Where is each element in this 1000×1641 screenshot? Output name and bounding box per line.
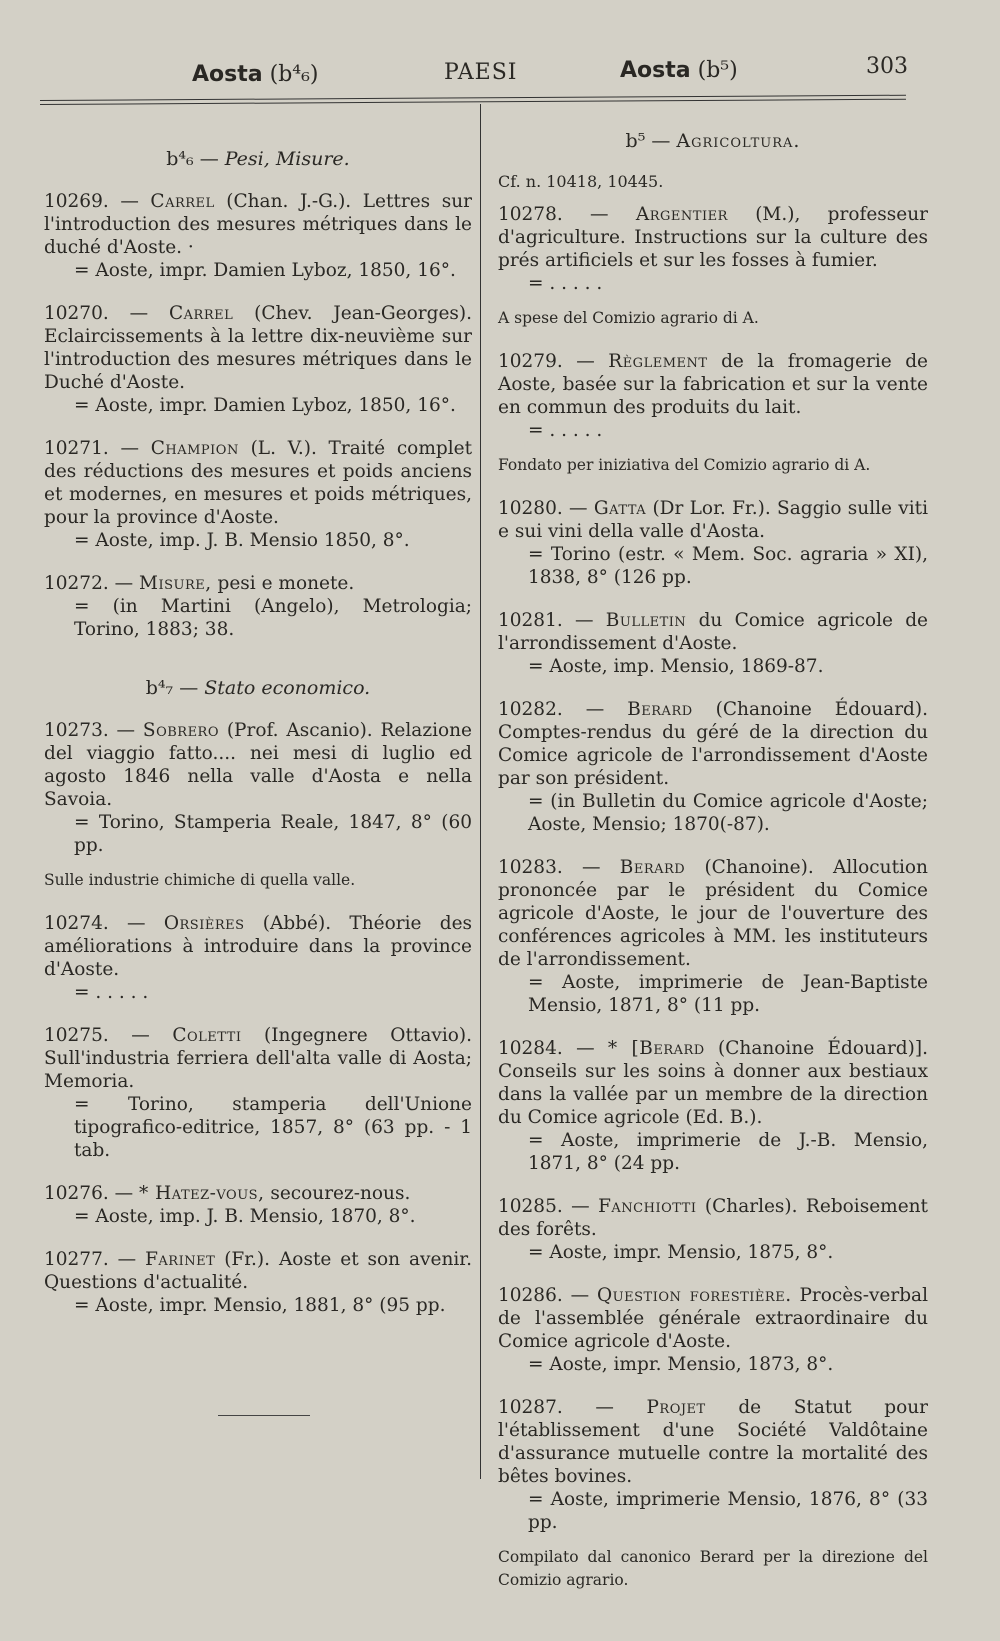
catalog-entry	[498, 1284, 928, 1376]
header-left-label: Aosta	[192, 62, 263, 87]
entry-imprint: = Aoste, imprimerie Mensio, 1876, 8° (33 pp.	[528, 1489, 928, 1533]
entry-author: * Hatez-vous,	[139, 1183, 265, 1204]
entry-number: 10280. —	[498, 498, 588, 519]
entry-author: Sobrero	[142, 720, 219, 741]
entry-imprint: = Aoste, imp. J. B. Mensio 1850, 8°.	[74, 530, 410, 551]
entry-imprint: = Aoste, imprimerie de J.-B. Mensio, 1871, 8° (24 pp.	[528, 1130, 928, 1174]
catalog-entry	[498, 1396, 928, 1592]
entry-note: Sulle industrie chimiche di quella valle.	[44, 871, 356, 889]
entry-author: * [Berard	[607, 1038, 705, 1059]
entry-imprint: = . . . . .	[528, 420, 603, 441]
entry-title: (Dr Lor. Fr.). Saggio sulle viti e sui vini della valle d'Aosta.	[498, 498, 929, 542]
catalog-entry	[44, 912, 472, 1004]
page-number: 303	[866, 54, 908, 79]
entry-author: Règlement	[608, 351, 708, 372]
entry-imprint: = Torino, stamperia dell'Unione tipografico-editrice, 1857, 8° (63 pp. - 1 tab.	[74, 1094, 472, 1161]
entry-author: Projet	[646, 1397, 706, 1418]
entry-author: Carrel	[150, 191, 215, 212]
entry-imprint: = Aoste, impr. Mensio, 1881, 8° (95 pp.	[74, 1295, 446, 1316]
catalog-entry	[44, 572, 472, 641]
entry-imprint: = (in Bulletin du Comice agricole d'Aoste; Aoste, Mensio; 1870(-87).	[528, 791, 928, 835]
header-left-sub: (b⁴₆)	[269, 62, 319, 87]
entry-number: 10284. —	[498, 1038, 595, 1059]
entry-imprint: = Aoste, imp. Mensio, 1869-87.	[528, 656, 824, 677]
entry-author: Berard	[627, 699, 693, 720]
left-column	[44, 148, 472, 1337]
section-title-pesi	[44, 148, 472, 170]
catalog-entry	[498, 609, 928, 678]
entry-number: 10279. —	[498, 351, 595, 372]
entry-author: Misure,	[139, 573, 212, 594]
entry-number: 10275. —	[44, 1025, 150, 1046]
entry-number: 10269. —	[44, 191, 139, 212]
entry-number: 10277. —	[44, 1249, 137, 1270]
catalog-entry	[44, 1248, 472, 1317]
catalog-entry	[44, 190, 472, 282]
catalog-entry	[44, 437, 472, 552]
section-code: b⁴₇ —	[145, 677, 199, 699]
entry-number: 10278. —	[498, 204, 609, 225]
entry-author: Bulletin	[605, 610, 687, 631]
entry-title: (L. V.). Traité complet des réductions des mesures et poids anciens et modernes, en mesures et poids métriques, pour la province d'Aoste.	[44, 438, 472, 528]
entry-imprint: = Aoste, impr. Mensio, 1875, 8°.	[528, 1242, 834, 1263]
catalog-entry	[498, 856, 928, 1017]
catalog-entry	[44, 1182, 472, 1228]
entry-imprint: = Aoste, imp. J. B. Mensio, 1870, 8°.	[74, 1206, 416, 1227]
entry-title: pesi e monete.	[217, 573, 355, 594]
entry-author: Coletti	[172, 1025, 242, 1046]
entry-number: 10274. —	[44, 913, 146, 934]
section-code: b⁵ —	[625, 130, 671, 152]
section-heading: Pesi, Misure.	[224, 148, 350, 170]
column-end-rule	[218, 1415, 310, 1416]
catalog-entry	[498, 698, 928, 836]
entry-title: (Chanoine). Allocution prononcée par le président du Comice agricole d'Aoste, le jour de l'ouverture des conférences agricoles à MM. les instituteurs de l'arrondissement.	[498, 857, 928, 970]
entry-title: de la fromagerie de Aoste, basée sur la fabrication et sur la vente en commun des produits du lait.	[498, 351, 928, 418]
entry-imprint: = Aoste, impr. Damien Lyboz, 1850, 16°.	[74, 395, 456, 416]
cross-reference: Cf. n. 10418, 10445.	[498, 172, 664, 191]
entry-title: du Comice agricole de l'arrondissement d'Aoste.	[498, 610, 928, 654]
section-title-agricoltura	[498, 130, 928, 152]
entry-imprint: = Torino, Stamperia Reale, 1847, 8° (60 pp.	[74, 812, 472, 856]
section-heading: Stato economico.	[204, 677, 371, 699]
entry-title: de Statut pour l'établissement d'une Société Valdôtaine d'assurance mutuelle contre la mortalité des bêtes bovines.	[498, 1397, 928, 1487]
entry-note: Compilato dal canonico Berard per la direzione del Comizio agrario.	[498, 1548, 928, 1589]
entry-title: Procès-verbal de l'assemblée générale extraordinaire du Comice agricole d'Aoste.	[498, 1285, 928, 1352]
right-column	[498, 130, 928, 1612]
catalog-entry	[498, 203, 928, 330]
entry-title: (Ingegnere Ottavio). Sull'industria ferriera dell'alta valle di Aosta; Memoria.	[44, 1025, 472, 1092]
entry-author: Champion	[150, 438, 239, 459]
entry-title: secourez-nous.	[270, 1183, 411, 1204]
entry-imprint: = Aoste, impr. Damien Lyboz, 1850, 16°.	[74, 260, 456, 281]
entry-author: Gatta	[593, 498, 647, 519]
entry-imprint: = . . . . .	[528, 273, 603, 294]
catalog-entry	[498, 350, 928, 477]
entry-title: (Chanoine Édouard)]. Conseils sur les soins à donner aux bestiaux dans la vallée par un membre de la direction du Comice agricole (Ed. B.).	[498, 1038, 928, 1128]
entry-title: (Prof. Ascanio). Relazione del viaggio fatto.... nei mesi di luglio ed agosto 1846 nella valle d'Aosta e nella Savoia.	[44, 720, 472, 810]
catalog-entry	[44, 1024, 472, 1162]
header-center-title: PAESI	[444, 60, 518, 85]
entry-title: (Charles). Reboisement des forêts.	[498, 1196, 928, 1240]
entry-number: 10281. —	[498, 610, 594, 631]
entry-note: Fondato per iniziativa del Comizio agrario di A.	[498, 456, 871, 474]
column-divider	[480, 104, 481, 1479]
entry-title: (Abbé). Théorie des améliorations à introduire dans la province d'Aoste.	[44, 913, 473, 980]
entry-number: 10287. —	[498, 1397, 614, 1418]
entry-imprint: = Aoste, imprimerie de Jean-Baptiste Mensio, 1871, 8° (11 pp.	[528, 972, 928, 1016]
header-right	[620, 58, 738, 83]
entry-author: Orsières	[163, 913, 245, 934]
entry-imprint: = . . . . .	[74, 982, 149, 1003]
entry-author: Argentier	[635, 204, 728, 225]
entry-number: 10271. —	[44, 438, 139, 459]
section-code: b⁴₆ —	[166, 148, 219, 170]
entry-number: 10276. —	[44, 1183, 134, 1204]
section-title-stato	[44, 677, 472, 699]
catalog-entry	[44, 302, 472, 417]
entry-number: 10286. —	[498, 1285, 590, 1306]
header-right-label: Aosta	[620, 58, 691, 83]
entry-title: (Chev. Jean-Georges). Eclaircissements à la lettre dix-neuvième sur l'introduction des mesures métriques dans le Duché d'Aoste.	[44, 303, 472, 393]
entry-number: 10282. —	[498, 699, 605, 720]
catalog-entry	[498, 1037, 928, 1175]
entry-number: 10270. —	[44, 303, 149, 324]
catalog-entry	[498, 497, 928, 589]
entry-author: Berard	[619, 857, 686, 878]
entry-number: 10273. —	[44, 720, 136, 741]
entry-title: (Chanoine Édouard). Comptes-rendus du géré de la direction du Comice agricole de l'arrondissement d'Aoste par son président.	[498, 699, 928, 789]
entry-imprint: = Aoste, impr. Mensio, 1873, 8°.	[528, 1354, 834, 1375]
entry-title: (Fr.). Aoste et son avenir. Questions d'actualité.	[44, 1249, 472, 1293]
entry-imprint: = (in Martini (Angelo), Metrologia; Torino, 1883; 38.	[74, 596, 472, 640]
catalog-entry	[498, 1195, 928, 1264]
header-right-sub: (b⁵)	[697, 58, 738, 83]
catalog-entry	[44, 719, 472, 892]
section-heading: Agricoltura.	[676, 130, 801, 152]
header-left	[192, 62, 319, 87]
entry-title: (M.), professeur d'agriculture. Instructions sur la culture des prés artificiels et sur les fosses à fumier.	[498, 204, 928, 271]
entry-imprint: = Torino (estr. « Mem. Soc. agraria » XI), 1838, 8° (126 pp.	[528, 544, 928, 588]
entry-author: Farinet	[145, 1249, 216, 1270]
entry-number: 10283. —	[498, 857, 601, 878]
entry-note: A spese del Comizio agrario di A.	[498, 309, 759, 327]
entry-author: Carrel	[168, 303, 234, 324]
entry-number: 10272. —	[44, 573, 134, 594]
entry-number: 10285. —	[498, 1196, 590, 1217]
running-header	[0, 52, 1000, 92]
entry-author: Fanchiotti	[598, 1196, 697, 1217]
entry-author: Question forestière.	[597, 1285, 792, 1306]
entry-title: (Chan. J.-G.). Lettres sur l'introduction des mesures métriques dans le duché d'Aoste. ·	[44, 191, 472, 258]
